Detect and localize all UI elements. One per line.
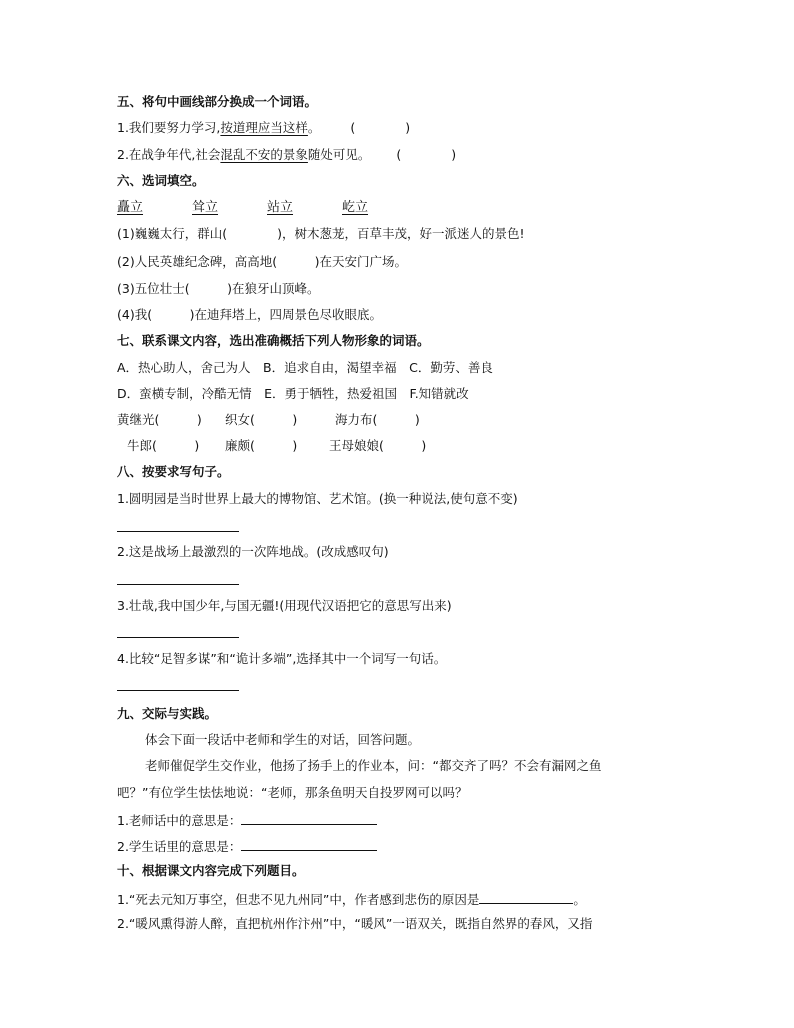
word-option: 屹立 <box>342 200 369 215</box>
s5-question-2 <box>117 146 456 164</box>
s7-match-row-2 <box>127 437 426 455</box>
s6-question-1: (1)巍巍太行，群山( )，树木葱茏，百草丰茂，好一派迷人的景色! <box>117 226 525 241</box>
s5-q1-prefix: 1.我们要努力学习, <box>117 120 221 135</box>
match-item[interactable]: 织女( ) <box>225 412 298 427</box>
answer-line[interactable] <box>117 637 239 638</box>
s8-question-4: 4.比较“足智多谋”和“诡计多端”,选择其中一个词写一句话。 <box>117 651 447 666</box>
section-7-title: 七、联系课文内容，选出准确概括下列人物形象的词语。 <box>117 333 430 348</box>
s9-question-2 <box>117 836 377 856</box>
section-6-title: 六、选词填空。 <box>117 173 205 188</box>
s6-question-3: (3)五位壮士( )在狼牙山顶峰。 <box>117 281 320 296</box>
s9-dialogue-line-2: 吧？”有位学生怯怯地说：“老师，那条鱼明天自投罗网可以吗？ <box>117 785 468 800</box>
s5-q2-answer-paren[interactable]: ( ) <box>396 147 457 162</box>
s9-q2-label: 2.学生话里的意思是： <box>117 839 242 854</box>
s6-word-bank <box>117 199 368 217</box>
answer-blank[interactable] <box>241 836 377 851</box>
match-item[interactable]: 牛郎( ) <box>127 438 200 453</box>
s7-match-row-1 <box>117 411 420 429</box>
s10-q1-text: 1.“死去元知万事空，但悲不见九州同”中，作者感到悲伤的原因是 <box>117 892 480 907</box>
answer-line[interactable] <box>117 690 239 691</box>
s5-q1-underlined: 按道理应当这样 <box>220 120 308 135</box>
match-item[interactable]: 黄继光( ) <box>117 412 202 427</box>
answer-blank[interactable] <box>241 810 377 825</box>
section-9-title: 九、交际与实践。 <box>117 706 218 721</box>
answer-line[interactable] <box>117 584 239 585</box>
match-item[interactable]: 海力布( ) <box>335 412 420 427</box>
answer-line[interactable] <box>117 531 239 532</box>
s7-options-line-2: D．蛮横专制，冷酷无情 E．勇于牺牲，热爱祖国 F.知错就改 <box>117 386 469 401</box>
s9-dialogue-line-1: 老师催促学生交作业，他扬了扬手上的作业本，问：“都交齐了吗？不会有漏网之鱼 <box>145 758 602 773</box>
s9-q1-label: 1.老师话中的意思是： <box>117 813 242 828</box>
section-5-title: 五、将句中画线部分换成一个词语。 <box>117 94 318 109</box>
s9-question-1 <box>117 810 377 830</box>
s9-intro: 体会下面一段话中老师和学生的对话，回答问题。 <box>145 732 421 747</box>
s6-question-2: (2)人民英雄纪念碑，高高地( )在天安门广场。 <box>117 254 407 269</box>
section-8-title: 八、按要求写句子。 <box>117 464 230 479</box>
section-10-title: 十、根据课文内容完成下列题目。 <box>117 863 305 878</box>
s5-q1-suffix: 。 <box>307 120 321 135</box>
match-item[interactable]: 廉颇( ) <box>225 438 298 453</box>
s5-q2-suffix: 随处可见。 <box>307 147 371 162</box>
s7-options-line-1: A．热心助人，舍己为人 B．追求自由，渴望幸福 C．勤劳、善良 <box>117 360 493 375</box>
s5-q2-underlined: 混乱不安的景象 <box>220 147 308 162</box>
word-option: 站立 <box>267 200 294 215</box>
s5-question-1 <box>117 119 410 137</box>
s10-question-2: 2.“暖风熏得游人醉，直把杭州作汴州”中，“暖风”一语双关，既指自然界的春风，又指 <box>117 916 593 931</box>
s8-question-3: 3.壮哉,我中国少年,与国无疆!(用现代汉语把它的意思写出来) <box>117 598 452 613</box>
answer-blank[interactable] <box>479 889 573 904</box>
s5-q2-prefix: 2.在战争年代,社会 <box>117 147 221 162</box>
s5-q1-answer-paren[interactable]: ( ) <box>350 120 411 135</box>
s10-question-1 <box>117 889 586 909</box>
match-item[interactable]: 王母娘娘( ) <box>329 438 427 453</box>
s8-question-2: 2.这是战场上最激烈的一次阵地战。(改成感叹句) <box>117 544 389 559</box>
s8-question-1: 1.圆明园是当时世界上最大的博物馆、艺术馆。(换一种说法,使句意不变) <box>117 491 518 506</box>
s6-question-4: (4)我( )在迪拜塔上，四周景色尽收眼底。 <box>117 307 382 322</box>
s10-q1-end: 。 <box>573 892 586 907</box>
word-option: 矗立 <box>117 200 144 215</box>
word-option: 耸立 <box>192 200 219 215</box>
